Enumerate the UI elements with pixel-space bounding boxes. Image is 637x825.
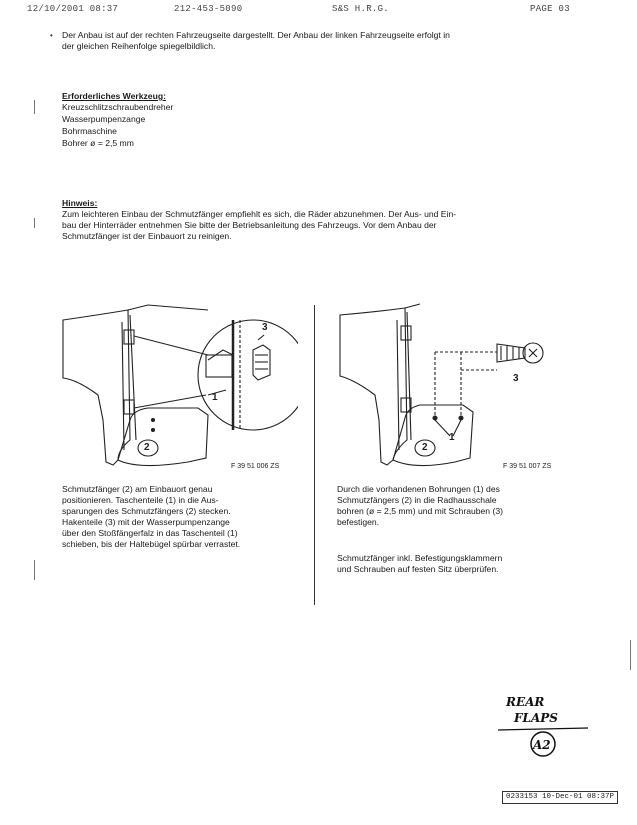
fax-sender: S&S H.R.G. [332, 4, 390, 14]
note-line-2: bau der Hinterräder entnehmen Sie bitte der Betriebsanleitung des Fahrzeugs. Vor dem Anbau der [62, 220, 437, 230]
handwriting-a2: A2 [533, 738, 551, 752]
callout-1: 1 [449, 432, 455, 443]
right-text-2-line: und Schrauben auf festen Sitz überprüfen. [337, 564, 499, 574]
callout-1: 1 [212, 392, 218, 403]
left-text-line: Schmutzfänger (2) am Einbauort genau [62, 484, 213, 494]
right-figure-illustration [335, 300, 565, 475]
tool-item: Bohrer ø = 2,5 mm [62, 138, 134, 148]
note-heading: Hinweis: [62, 198, 98, 208]
fax-page: PAGE 03 [530, 4, 570, 14]
right-text-line: befestigen. [337, 517, 380, 527]
handwriting-rear: REAR [506, 695, 545, 709]
callout-2: 2 [422, 442, 428, 453]
figure-code-left: F 39 51 006 ZS [231, 463, 280, 470]
tool-item: Bohrmaschine [62, 126, 117, 136]
tools-heading: Erforderliches Werkzeug: [62, 91, 166, 101]
tool-item: Wasserpumpenzange [62, 114, 146, 124]
left-text-line: schieben, bis der Haltebügel spürbar verrastet. [62, 539, 241, 549]
tool-item: Kreuzschlitzschraubendreher [62, 102, 174, 112]
margin-mark [34, 560, 35, 580]
margin-mark [630, 640, 631, 670]
intro-line-2: der gleichen Reihenfolge spiegelbildlich. [62, 41, 216, 51]
fax-footer-stamp: 0233153 10-Dec-01 08:37P [502, 791, 618, 804]
left-text-line: Hakenteile (3) mit der Wasserpumpenzange [62, 517, 230, 527]
fax-header [0, 4, 637, 18]
fax-phone: 212-453-5090 [174, 4, 243, 14]
right-text-2-line: Schmutzfänger inkl. Befestigungsklammern [337, 553, 503, 563]
figure-code-right: F 39 51 007 ZS [503, 463, 552, 470]
left-text-line: sparungen des Schmutzfängers (2) stecken. [62, 506, 231, 516]
note-line-1: Zum leichteren Einbau der Schmutzfänger empfiehlt es sich, die Räder abzunehmen. Der Aus- und Ein- [62, 209, 457, 219]
callout-3: 3 [262, 322, 268, 333]
bullet: • [50, 31, 53, 40]
left-text-line: über den Stoßfängerfalz in das Taschenteil (1) [62, 528, 238, 538]
fax-datetime: 12/10/2001 08:37 [27, 4, 119, 14]
handwriting-flaps: FLAPS [514, 711, 558, 725]
left-text-line: positionieren. Taschenteile (1) in die Aus- [62, 495, 219, 505]
callout-3: 3 [513, 373, 519, 384]
right-text-line: Schmutzfängers (2) in die Radhausschale [337, 495, 497, 505]
intro-line-1: Der Anbau ist auf der rechten Fahrzeugseite dargestellt. Der Anbau der linken Fahrzeugseite erfolgt in [62, 30, 450, 40]
margin-mark [34, 218, 35, 228]
margin-mark [34, 100, 35, 114]
callout-2: 2 [144, 442, 150, 453]
handwritten-annotation [488, 690, 598, 765]
right-text-line: bohren (ø = 2,5 mm) und mit Schrauben (3) [337, 506, 503, 516]
column-divider [314, 305, 315, 605]
note-line-3: Schmutzfänger ist der Einbauort zu reinigen. [62, 231, 232, 241]
right-text-line: Durch die vorhandenen Bohrungen (1) des [337, 484, 500, 494]
